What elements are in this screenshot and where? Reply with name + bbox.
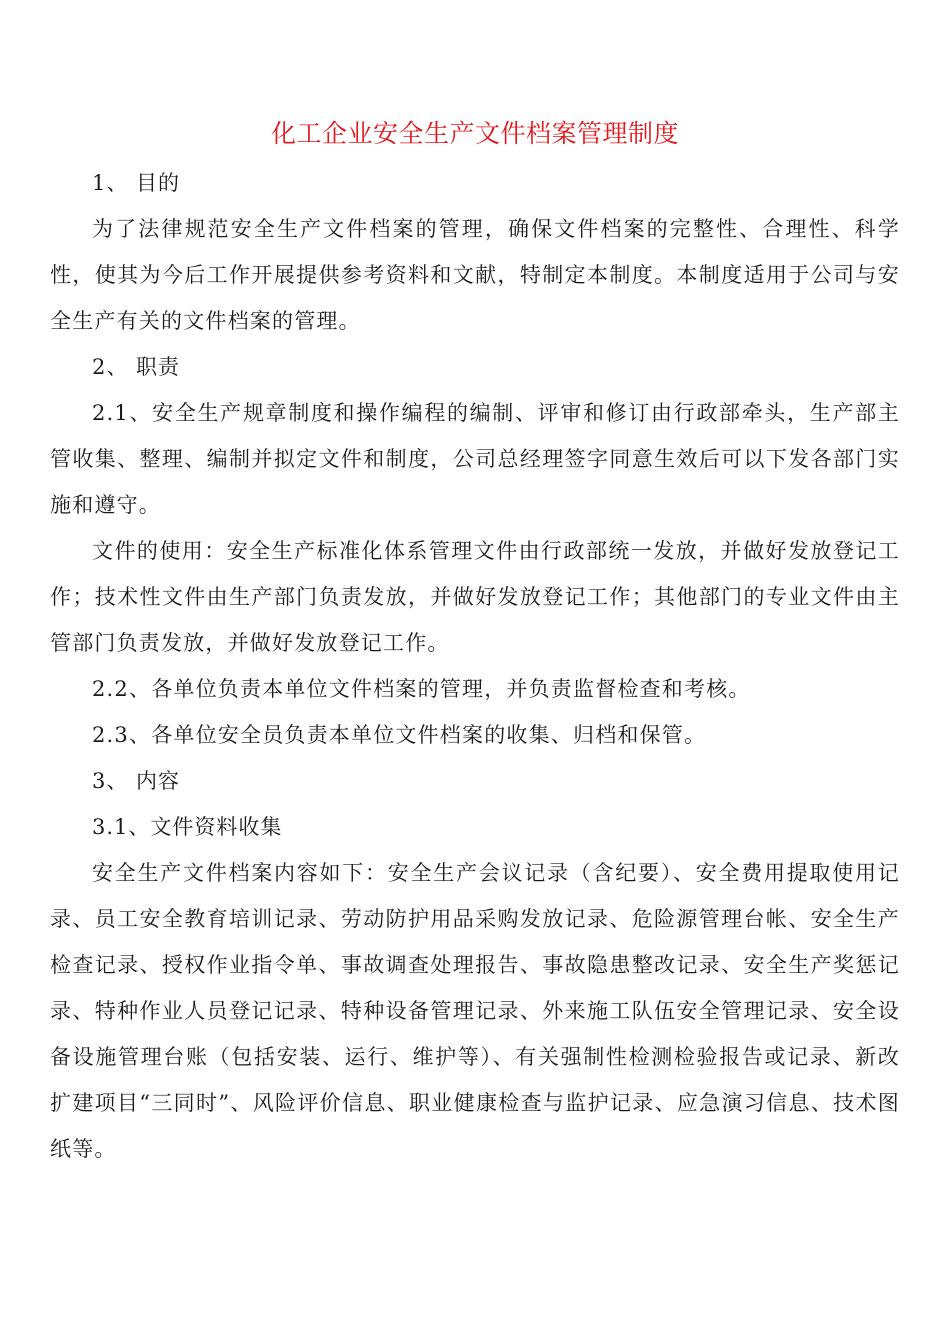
paragraph-responsibility-2-2: 2.2、各单位负责本单位文件档案的管理，并负责监督检查和考核。 <box>92 677 751 701</box>
document-body <box>50 160 900 1172</box>
paragraph-responsibility-2-1: 2.1、安全生产规章制度和操作编程的编制、评审和修订由行政部牵头，生产部主管收集、整理、编制并拟定文件和制度，公司总经理签字同意生效后可以下发各部门实施和遵守。 <box>50 401 900 517</box>
paragraph-document-usage: 文件的使用：安全生产标准化体系管理文件由行政部统一发放，并做好发放登记工作；技术性文件由生产部门负责发放，并做好发放登记工作；其他部门的专业文件由主管部门负责发放，并做好发放登记工作。 <box>50 539 900 655</box>
paragraph-responsibility-2-3: 2.3、各单位安全员负责本单位文件档案的收集、归档和保管。 <box>92 723 707 747</box>
paragraph-purpose: 为了法律规范安全生产文件档案的管理，确保文件档案的完整性、合理性、科学性，使其为今后工作开展提供参考资料和文献，特制定本制度。本制度适用于公司与安全生产有关的文件档案的管理。 <box>50 217 900 333</box>
section-heading-content: 3、 内容 <box>92 769 181 793</box>
subsection-heading-3-1: 3.1、文件资料收集 <box>92 815 283 839</box>
section-heading-responsibilities: 2、 职责 <box>92 355 181 379</box>
section-heading-purpose: 1、 目的 <box>92 171 181 195</box>
document-title: 化工企业安全生产文件档案管理制度 <box>270 119 679 148</box>
paragraph-archive-contents: 安全生产文件档案内容如下：安全生产会议记录（含纪要）、安全费用提取使用记录、员工安全教育培训记录、劳动防护用品采购发放记录、危险源管理台帐、安全生产检查记录、授权作业指令单、事故调查处理报告、事故隐患整改记录、安全生产奖惩记录、特种作业人员登记记录、特种设备管理记录、外来施工队伍安全管理记录、安全设备设施管理台账（包括安装、运行、维护等）、有关强制性检测检验报告或记录、新改扩建项目“三同时”、风险评价信息、职业健康检查与监护记录、应急演习信息、技术图纸等。 <box>50 861 900 1161</box>
